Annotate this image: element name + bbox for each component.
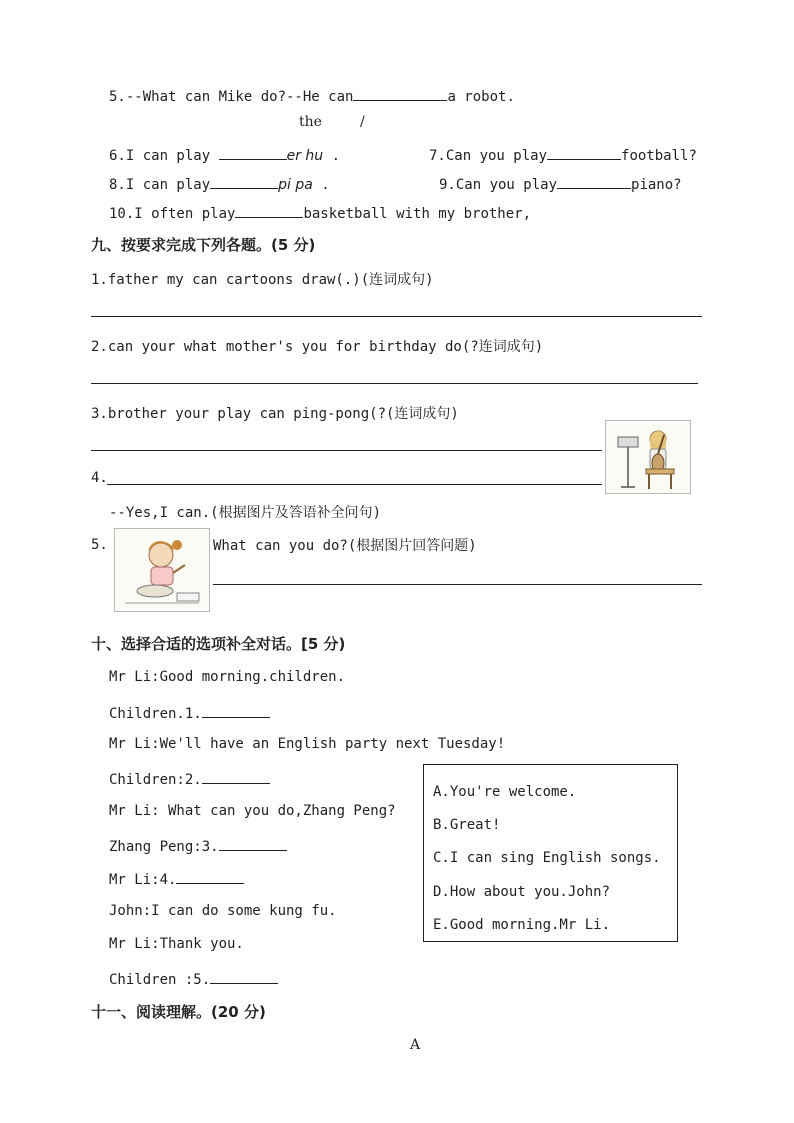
dialog-line: Mr Li: What can you do,Zhang Peng?	[109, 803, 396, 819]
question-text: 8.I can play	[109, 177, 211, 193]
question-text: 7.Can you play	[429, 148, 548, 164]
answer-blank[interactable]	[547, 145, 621, 160]
answer-blank[interactable]	[219, 145, 287, 160]
dialog-line: Mr Li:Good morning.children.	[109, 669, 346, 685]
q9-5-text: What can you do?(根据图片回答问题)	[213, 538, 477, 554]
dialog-line	[109, 836, 287, 855]
q9-4-number: 4.	[91, 470, 108, 486]
answer-blank[interactable]	[235, 203, 303, 218]
girl-cooking-picture	[114, 528, 210, 612]
q8-6	[109, 145, 340, 164]
question-text: 9.Can you play	[439, 177, 558, 193]
q8-5	[109, 86, 515, 105]
instrument-word: pi pa	[278, 177, 313, 193]
section-11-heading: 十一、阅读理解。(20 分)	[91, 1003, 266, 1021]
answer-blank[interactable]	[202, 769, 270, 784]
q8-8	[109, 174, 330, 193]
q8-10	[109, 203, 531, 222]
dialog-line	[109, 769, 270, 788]
instrument-word: er hu	[286, 148, 324, 164]
answer-line-1[interactable]	[91, 316, 702, 317]
q8-9	[439, 174, 682, 193]
dialog-text: Mr Li:4.	[109, 872, 177, 888]
question-text: 10.I often play	[109, 206, 236, 222]
dialog-line: John:I can do some kung fu.	[109, 903, 337, 919]
answer-line-2[interactable]	[91, 383, 698, 384]
question-text: 5.--What can Mike do?--He can	[109, 89, 354, 105]
section-9-heading: 九、按要求完成下列各题。(5 分)	[91, 236, 316, 254]
section-10-heading: 十、选择合适的选项补全对话。[5 分)	[91, 635, 346, 653]
answer-blank[interactable]	[202, 703, 270, 718]
word-choice-slash: /	[360, 114, 365, 130]
dialog-text: Children:2.	[109, 772, 202, 788]
girl-playing-pipa-picture	[605, 420, 691, 494]
dialog-line	[109, 969, 278, 988]
option-e: E.Good morning.Mr Li.	[433, 917, 611, 933]
reading-section-label: A	[410, 1037, 421, 1053]
q9-4-answer: --Yes,I can.(根据图片及答语补全问句)	[109, 505, 382, 521]
word-choice-the: the	[299, 114, 322, 130]
answer-blank[interactable]	[219, 836, 287, 851]
dialog-line	[109, 869, 244, 888]
answer-line-5[interactable]	[213, 584, 702, 585]
question-text: basketball with my brother,	[303, 206, 532, 222]
answer-line-4[interactable]	[107, 484, 602, 485]
option-a: A.You're welcome.	[433, 784, 577, 800]
q9-1: 1.father my can cartoons draw(.)(连词成句)	[91, 272, 434, 288]
answer-blank[interactable]	[210, 174, 278, 189]
dialog-text: Children.1.	[109, 706, 202, 722]
answer-blank[interactable]	[557, 174, 631, 189]
dialog-line: Mr Li:We'll have an English party next Tuesday!	[109, 736, 506, 752]
dialog-line: Mr Li:Thank you.	[109, 936, 244, 952]
question-text: .	[321, 177, 330, 193]
question-text: football?	[621, 148, 697, 164]
dialog-line	[109, 703, 270, 722]
answer-blank[interactable]	[210, 969, 278, 984]
answer-blank[interactable]	[176, 869, 244, 884]
answer-line-3[interactable]	[91, 450, 602, 451]
option-d: D.How about you.John?	[433, 884, 611, 900]
question-text: piano?	[631, 177, 682, 193]
q9-5-number: 5.	[91, 537, 108, 553]
options-box	[423, 764, 678, 942]
question-text: .	[331, 148, 341, 164]
option-b: B.Great!	[433, 817, 501, 833]
q9-3: 3.brother your play can ping-pong(?(连词成句)	[91, 406, 459, 422]
q9-2: 2.can your what mother's you for birthday do(?连词成句)	[91, 339, 544, 355]
dialog-text: Children :5.	[109, 972, 211, 988]
question-text: 6.I can play	[109, 148, 211, 164]
q8-7	[429, 145, 697, 164]
option-c: C.I can sing English songs.	[433, 850, 661, 866]
answer-blank[interactable]	[353, 86, 447, 101]
question-text: a robot.	[447, 89, 515, 105]
dialog-text: Zhang Peng:3.	[109, 839, 219, 855]
